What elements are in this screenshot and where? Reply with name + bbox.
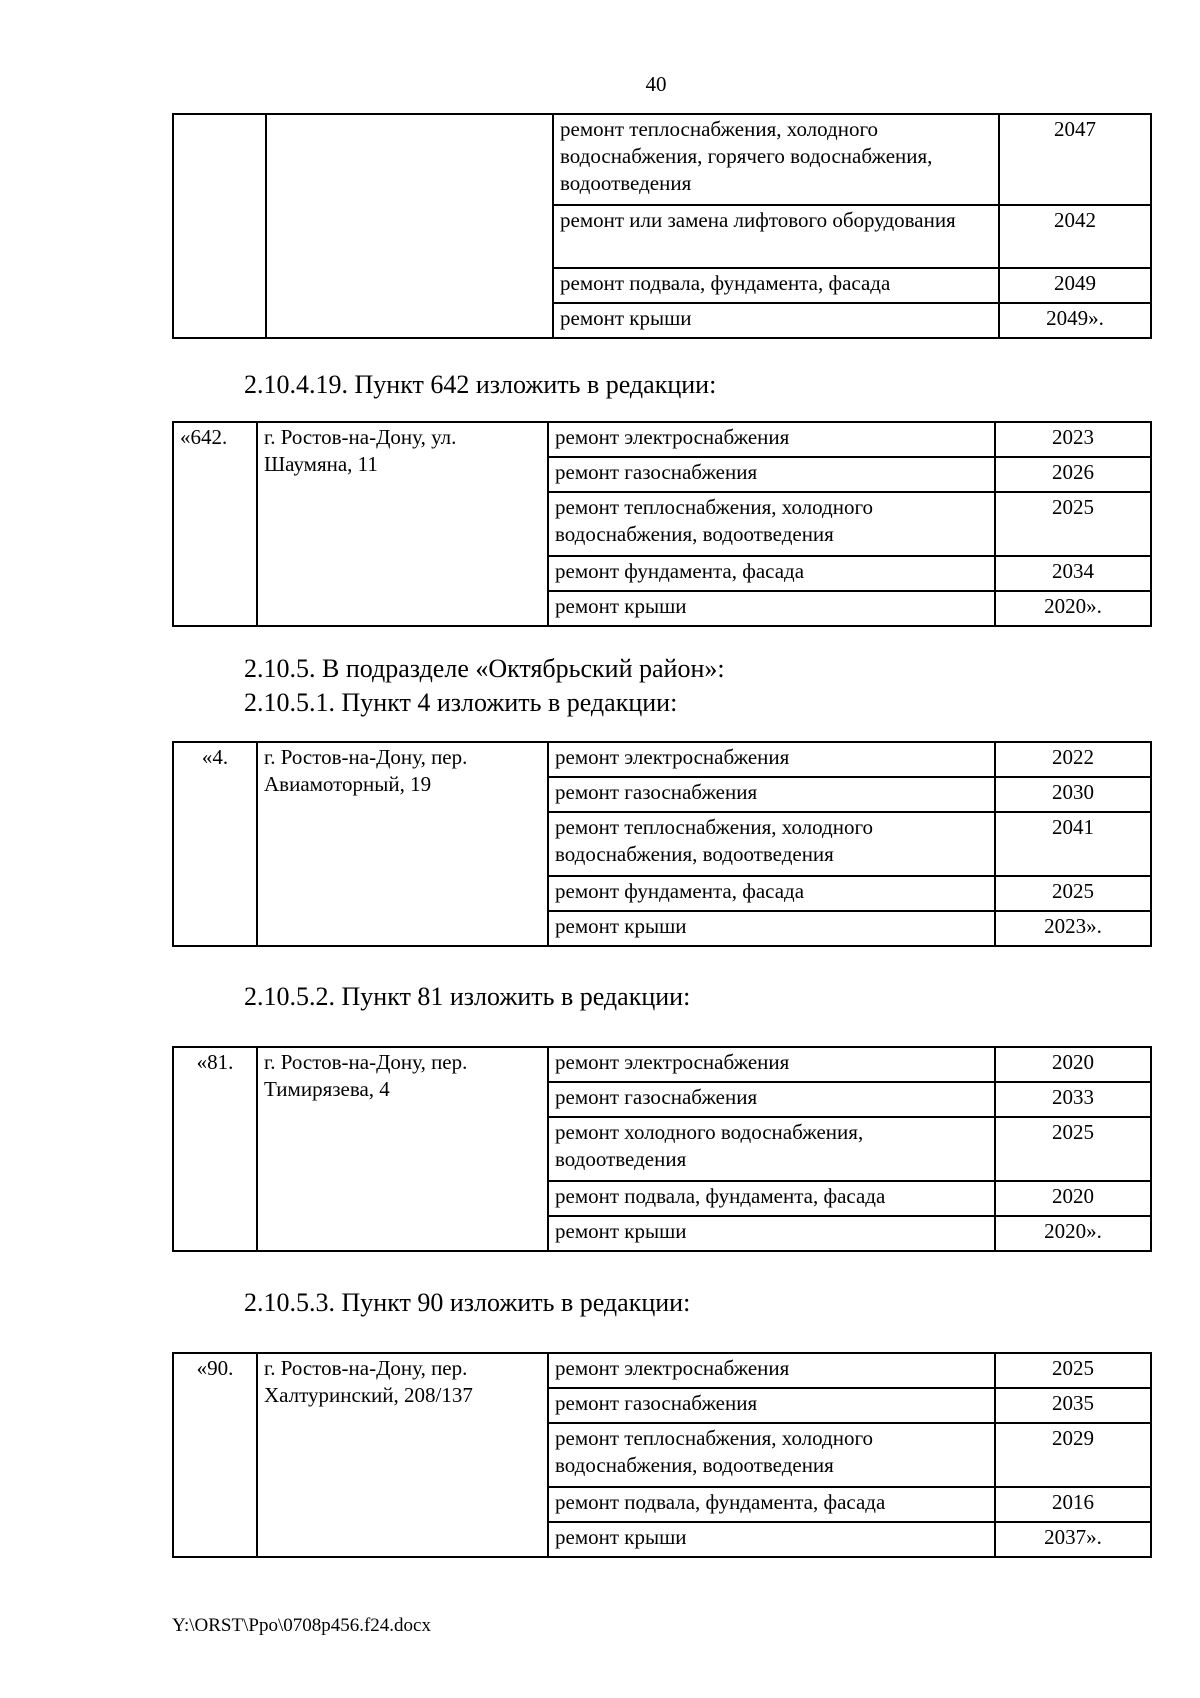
table-row: [173, 1353, 1151, 1388]
section-heading: 2.10.5.1. Пункт 4 изложить в редакции:: [244, 688, 678, 717]
year-cell: 2030: [995, 777, 1151, 812]
item-table-4: [172, 741, 1152, 947]
year-cell: 2033: [995, 1082, 1151, 1117]
year-cell: 2034: [995, 556, 1151, 591]
item-number: «4.: [173, 742, 257, 946]
footer-file-path: Y:\ORST\Ppo\0708p456.f24.docx: [172, 1615, 431, 1636]
work-cell: ремонт или замена лифтового оборудования: [553, 205, 999, 268]
work-cell: ремонт электроснабжения: [548, 742, 995, 777]
year-cell: 2042: [999, 205, 1151, 268]
year-cell: 2025: [995, 1117, 1151, 1181]
work-cell: ремонт электроснабжения: [548, 1047, 995, 1082]
year-cell: 2049».: [999, 303, 1151, 338]
work-cell: ремонт теплоснабжения, холодного водоснабжения, горячего водоснабжения, водоотведения: [553, 114, 999, 205]
item-address: г. Ростов-на-Дону, ул. Шаумяна, 11: [257, 422, 548, 626]
year-cell: 2035: [995, 1388, 1151, 1423]
work-cell: ремонт холодного водоснабжения, водоотведения: [548, 1117, 995, 1181]
work-cell: ремонт теплоснабжения, холодного водоснабжения, водоотведения: [548, 812, 995, 876]
work-cell: ремонт крыши: [548, 591, 995, 626]
year-cell: 2047: [999, 114, 1151, 205]
table-row: [173, 114, 1151, 205]
table-row: [173, 422, 1151, 457]
work-cell: ремонт подвала, фундамента, фасада: [553, 268, 999, 303]
work-cell: ремонт газоснабжения: [548, 457, 995, 492]
year-cell: 2016: [995, 1487, 1151, 1522]
page-number: 40: [645, 72, 667, 96]
year-cell: 2025: [995, 492, 1151, 556]
year-cell: 2025: [995, 1353, 1151, 1388]
work-cell: ремонт газоснабжения: [548, 1388, 995, 1423]
year-cell: 2020: [995, 1047, 1151, 1082]
number-cell: [173, 114, 266, 338]
year-cell: 2022: [995, 742, 1151, 777]
work-cell: ремонт фундамента, фасада: [548, 876, 995, 911]
work-cell: ремонт крыши: [548, 1522, 995, 1557]
section-heading: 2.10.5.2. Пункт 81 изложить в редакции:: [244, 982, 691, 1011]
work-cell: ремонт электроснабжения: [548, 1353, 995, 1388]
section-heading: 2.10.5. В подразделе «Октябрьский район»:: [244, 654, 725, 683]
work-cell: ремонт электроснабжения: [548, 422, 995, 457]
year-cell: 2020».: [995, 591, 1151, 626]
table-row: [173, 742, 1151, 777]
address-cell: [266, 114, 553, 338]
work-cell: ремонт крыши: [553, 303, 999, 338]
year-cell: 2023».: [995, 911, 1151, 946]
work-cell: ремонт подвала, фундамента, фасада: [548, 1181, 995, 1216]
year-cell: 2020: [995, 1181, 1151, 1216]
section-heading: 2.10.4.19. Пункт 642 изложить в редакции:: [244, 370, 717, 399]
item-number: «642.: [173, 422, 257, 626]
year-cell: 2023: [995, 422, 1151, 457]
work-cell: ремонт подвала, фундамента, фасада: [548, 1487, 995, 1522]
item-table-642: [172, 421, 1152, 627]
section-heading: 2.10.5.3. Пункт 90 изложить в редакции:: [244, 1288, 691, 1317]
item-table-90: [172, 1352, 1152, 1558]
year-cell: 2029: [995, 1423, 1151, 1487]
work-cell: ремонт газоснабжения: [548, 1082, 995, 1117]
work-cell: ремонт крыши: [548, 911, 995, 946]
item-table-81: [172, 1046, 1152, 1252]
item-address: г. Ростов-на-Дону, пер. Тимирязева, 4: [257, 1047, 548, 1251]
year-cell: 2037».: [995, 1522, 1151, 1557]
continuation-table: [172, 113, 1152, 339]
year-cell: 2025: [995, 876, 1151, 911]
year-cell: 2020».: [995, 1216, 1151, 1251]
table-row: [173, 1047, 1151, 1082]
year-cell: 2049: [999, 268, 1151, 303]
item-number: «81.: [173, 1047, 257, 1251]
work-cell: ремонт крыши: [548, 1216, 995, 1251]
work-cell: ремонт газоснабжения: [548, 777, 995, 812]
work-cell: ремонт теплоснабжения, холодного водоснабжения, водоотведения: [548, 1423, 995, 1487]
work-cell: ремонт теплоснабжения, холодного водоснабжения, водоотведения: [548, 492, 995, 556]
work-cell: ремонт фундамента, фасада: [548, 556, 995, 591]
item-address: г. Ростов-на-Дону, пер. Авиамоторный, 19: [257, 742, 548, 946]
year-cell: 2026: [995, 457, 1151, 492]
item-number: «90.: [173, 1353, 257, 1557]
item-address: г. Ростов-на-Дону, пер. Халтуринский, 208/137: [257, 1353, 548, 1557]
year-cell: 2041: [995, 812, 1151, 876]
